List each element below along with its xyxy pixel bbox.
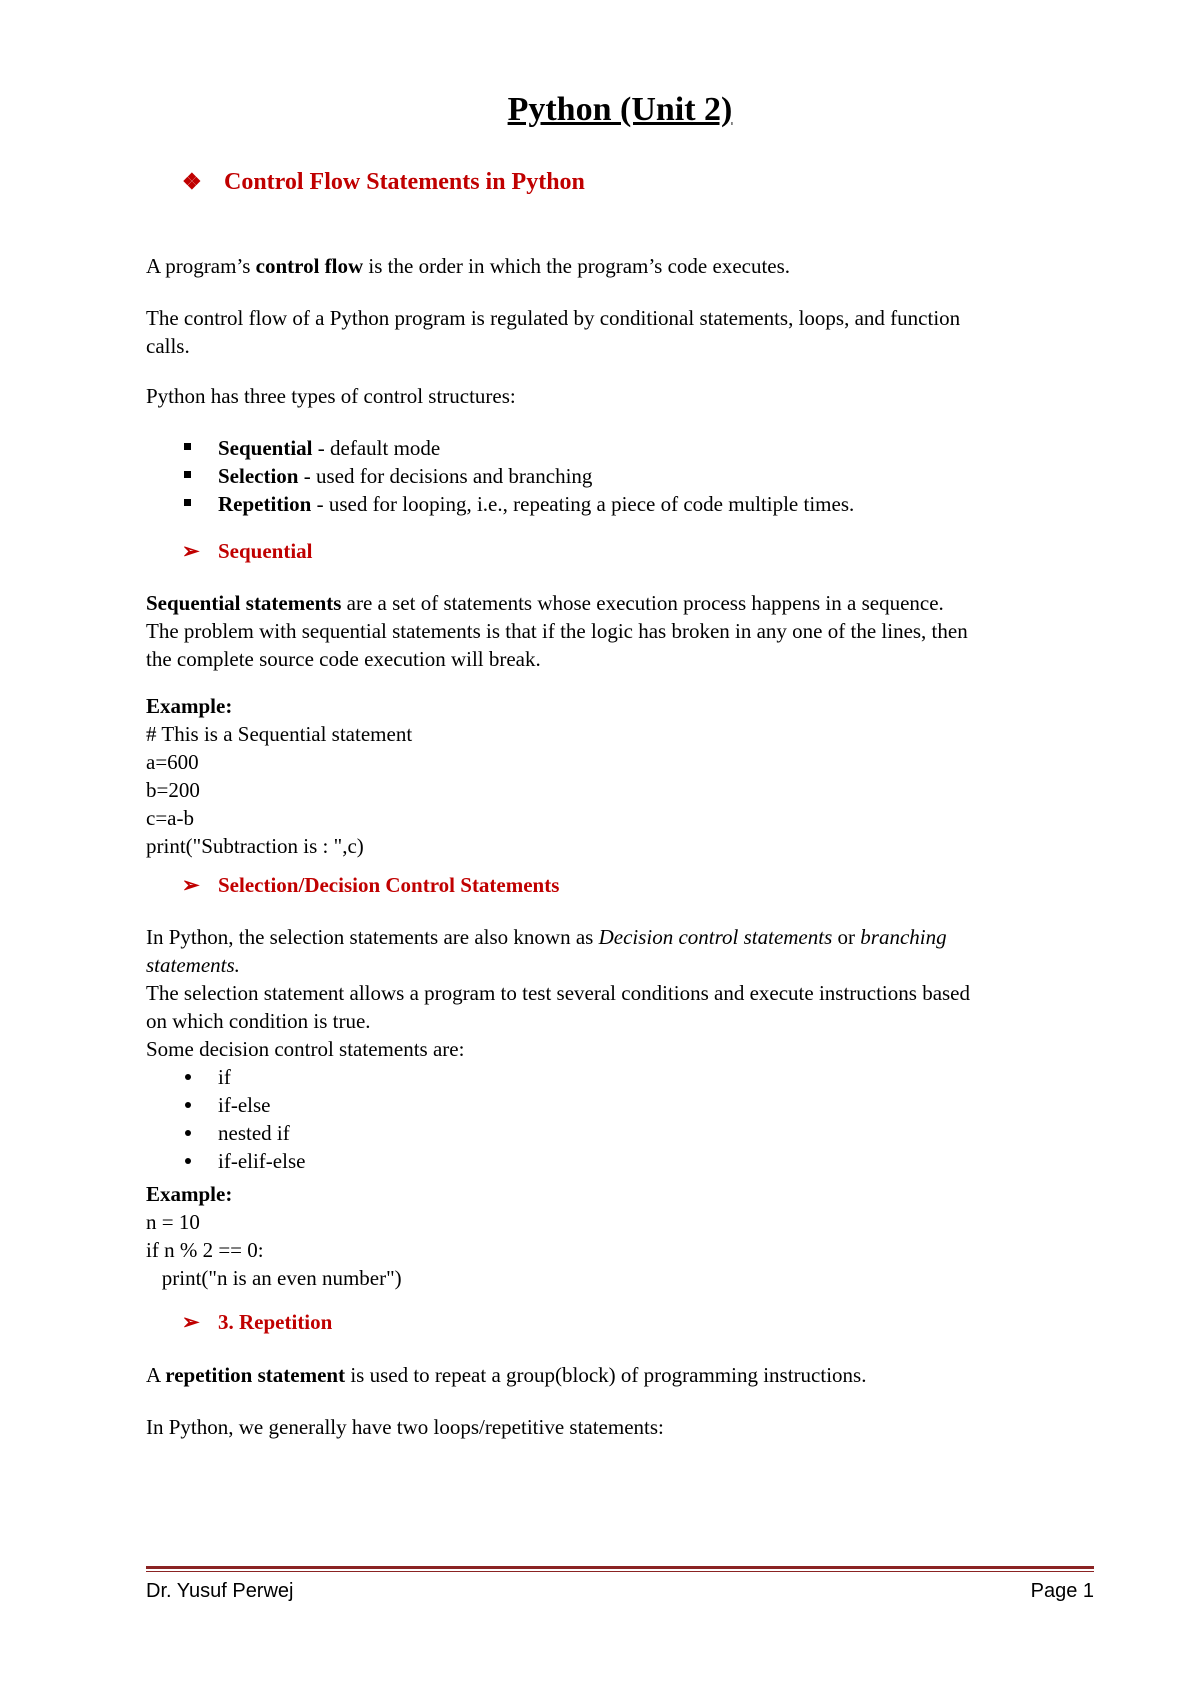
sequential-heading-text: Sequential [218,539,313,563]
control-structures-list [182,434,854,518]
selection-p3: Some decision control statements are: [146,1037,465,1061]
repetition-p1-bold: repetition statement [165,1363,346,1387]
repetition-heading [182,1308,332,1336]
section-heading [182,167,585,197]
repetition-heading-text: 3. Repetition [218,1310,333,1334]
intro-p1-bold: control flow [255,254,364,278]
code-line: n = 10 [146,1210,200,1234]
arrow-bullet-icon: ➢ [182,873,200,897]
repetition-paragraph-1 [146,1361,1094,1389]
repetition-paragraph-2: In Python, we generally have two loops/repetitive statements: [146,1415,664,1439]
selection-p1-line2: statements. [146,953,240,977]
code-line: if n % 2 == 0: [146,1238,264,1262]
code-line: c=a-b [146,806,194,830]
intro-p1-post: is the order in which the program’s code executes. [363,254,791,278]
structure-desc: - used for looping, i.e., repeating a piece of code multiple times. [311,492,855,516]
square-bullet-icon [184,471,191,478]
footer-page-number: Page 1 [1030,1580,1094,1602]
round-bullet-icon [185,1158,191,1164]
structure-term: Repetition [218,492,312,516]
repetition-p1-pre: A [146,1363,166,1387]
structure-term: Selection [218,464,299,488]
selection-p2-line2: on which condition is true. [146,1009,371,1033]
selection-p1-pre: In Python, the selection statements are also known as [146,925,599,949]
sequential-code [146,720,1094,860]
selection-p1-italic2: branching [860,925,947,949]
intro-paragraph-1 [146,252,1094,280]
sequential-definition [146,589,1094,673]
selection-heading [182,871,559,899]
round-bullet-icon [185,1130,191,1136]
footer-author: Dr. Yusuf Perwej [146,1580,294,1602]
repetition-p1-post: is used to repeat a group(block) of programming instructions. [345,1363,867,1387]
list-item-text: if [218,1065,231,1089]
code-line: print("n is an even number") [146,1266,402,1290]
footer-divider-thin [146,1571,1094,1572]
sequential-def-line1: are a set of statements whose execution process happens in a sequence. [341,591,944,615]
square-bullet-icon [184,443,191,450]
list-item-text: if-else [218,1093,271,1117]
intro-p2-line2: calls. [146,334,190,358]
section-heading-text: Control Flow Statements in Python [224,169,585,195]
round-bullet-icon [185,1102,191,1108]
page-footer [146,1578,1094,1604]
code-line: print("Subtraction is : ",c) [146,834,364,858]
footer-divider [146,1566,1094,1569]
sequential-heading [182,537,313,565]
selection-code [146,1208,1094,1292]
selection-p1-mid: or [832,925,861,949]
selection-p1-italic1: Decision control statements [598,925,833,949]
sequential-def-bold: Sequential statements [146,591,342,615]
round-bullet-icon [185,1074,191,1080]
structure-desc: - used for decisions and branching [298,464,593,488]
selection-heading-text: Selection/Decision Control Statements [218,873,560,897]
code-line: b=200 [146,778,200,802]
intro-paragraph-3: Python has three types of control structures: [146,384,516,408]
sequential-example [146,692,1094,860]
selection-example [146,1180,1094,1292]
intro-paragraph-2 [146,304,1094,360]
example-label: Example: [146,1182,233,1206]
list-item [182,1091,305,1119]
arrow-bullet-icon: ➢ [182,539,200,563]
intro-p2-line1: The control flow of a Python program is regulated by conditional statements, loops, and function [146,306,961,330]
selection-paragraph [146,923,1094,1063]
structure-desc: - default mode [312,436,441,460]
page-title: Python (Unit 2) [507,91,733,128]
intro-p1-pre: A program’s [146,254,256,278]
list-item [182,1147,305,1175]
list-item [182,1119,305,1147]
square-bullet-icon [184,499,191,506]
arrow-bullet-icon: ➢ [182,1310,200,1334]
code-line: a=600 [146,750,199,774]
list-item-text: if-elif-else [218,1149,306,1173]
sequential-def-line2: The problem with sequential statements is that if the logic has broken in any one of the lines, then [146,619,968,643]
example-label: Example: [146,694,233,718]
structure-term: Sequential [218,436,313,460]
list-item [182,434,854,462]
diamond-bullet-icon: ❖ [182,169,202,194]
code-line: # This is a Sequential statement [146,722,413,746]
list-item-text: nested if [218,1121,290,1145]
list-item [182,490,854,518]
sequential-def-line3: the complete source code execution will break. [146,647,541,671]
list-item [182,462,854,490]
selection-p2-line1: The selection statement allows a program to test several conditions and execute instructions based [146,981,971,1005]
list-item [182,1063,305,1091]
decision-statements-list [182,1063,305,1175]
